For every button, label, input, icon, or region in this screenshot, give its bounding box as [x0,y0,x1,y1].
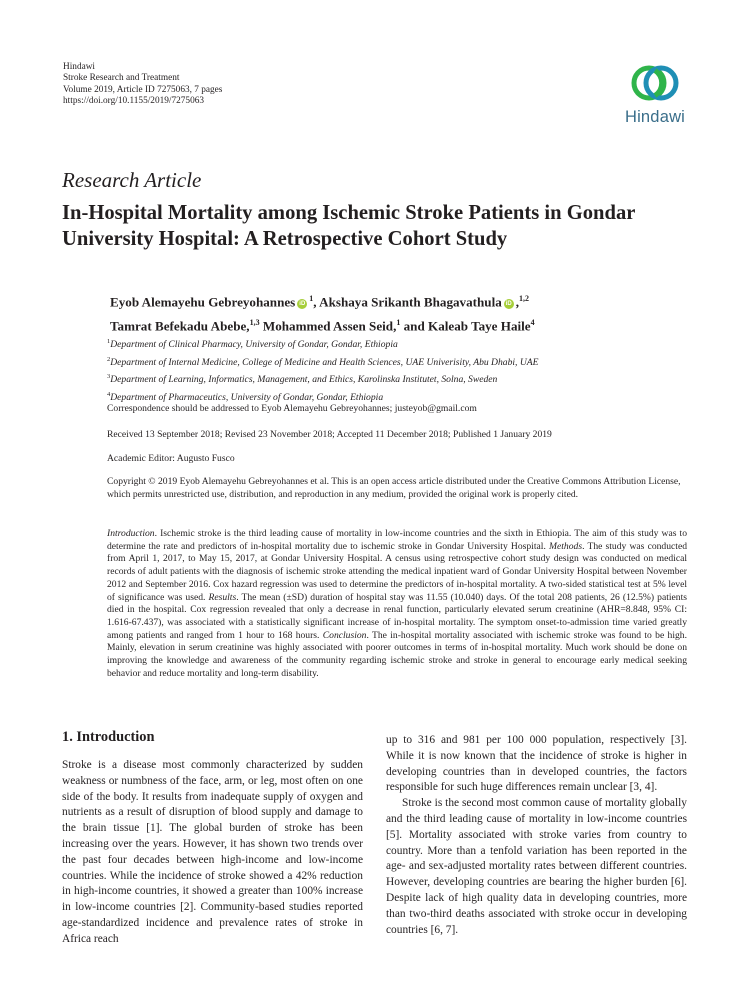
abstract-label: Results [208,591,237,603]
abstract-text: . The in-hospital mortality associated with ischemic stroke was found to be high. Mainly, elevation in serum creatinine was highly associated with poorer outcomes in terms of in-hospital mortality. Much work should be done on improving the knowledge and awareness of the community regarding ischemic stroke and stroke in general to encourage early medical seeking behavior and reduce mortality and long-term disability. [107,629,687,679]
copyright-notice: Copyright © 2019 Eyob Alemayehu Gebreyohannes et al. This is an open access article distributed under the Creative Commons Attribution License, which permits unrestricted use, distribution, and reproduction in any medium, provided the original work is properly cited. [107,476,681,501]
abstract-text: . The mean (±SD) duration of hospital stay was 11.55 (10.040) days. Of the total 208 patients, 26 (12.5%) patients died in the hospital. Cox regression revealed that only a decrease in renal function, particularly elevated serum creatinine (AHR=8.848, 95% CI: 1.616-67.437), was associated with a statistically significant increase of in-hospital mortality. The symptom onset-to-admission time varied greatly among patients and ranged from 1 hour to 168 hours. [107,591,687,641]
author-affiliation: 4 [530,318,535,328]
author-affiliation: 1,3 [249,318,260,328]
affiliation-text: Department of Learning, Informatics, Management, and Ethics, Karolinska Institutet, Solna, Sweden [110,374,498,386]
body-paragraph: up to 316 and 981 per 100 000 population, respectively [3]. While it is now known that the incidence of stroke is higher in developing countries than in developed countries, the factors responsible for such huge differences remain unclear [3, 4]. [386,734,687,794]
affiliation-list [107,335,707,406]
affiliation-number: 3 [107,373,111,381]
author-affiliation: 1 [396,318,401,328]
author-name[interactable]: Mohammed Assen Seid, [262,318,397,334]
affiliation-text: Department of Internal Medicine, College of Medicine and Health Sciences, UAE Univerisity, Abu Dhabi, UAE [110,356,539,368]
author-affiliation: 1,2 [519,294,530,303]
author-affiliation: 1 [309,294,314,303]
article-title: In-Hospital Mortality among Ischemic Stroke Patients in Gondar University Hospital: A Retrospective Cohort Study [62,202,636,250]
author-list: Eyob Alemayehu Gebreyohannes $iD^1$, Akshaya Srikanth Bhagavathula iD ,$^{1,2}$ Tamrat Befekadu Abebe,$^{1,3}$ Mohammed Assen Seid,$^1$ and Kaleab Taye Haile$^4$ [110,294,535,334]
abstract-text: . Ischemic stroke is the third leading cause of mortality in low-income countries and the sixth in Ethiopia. The aim of this study was to determine the rate and predictors of in-hospital mortality due to ischemic stroke in Gondar University Hospital. [107,528,687,552]
journal-info [63,62,222,107]
abstract-label: Introduction [107,528,155,539]
right-column [386,733,687,938]
affiliation-item [107,353,707,371]
author-name[interactable]: Eyob Alemayehu Gebreyohannes [110,294,296,310]
abstract-text: . The study was conducted from April 1, 2017, to May 15, 2017, at Gondar University Hospital. A census using retrospective cohort study design was conducted on medical records of adult patients with the diagnosis of ischemic stroke attending the medical inpatient ward of Gondar University Hospital between November 2012 and September 2016. Cox hazard regression was used to determine the predictors of in-hospital mortality. A two-sided statistical test at 5% level of significance was used. [107,540,687,603]
affiliation-item [107,335,707,353]
abstract-label: Methods [549,540,583,552]
logo-text: Hindawi [624,108,686,126]
publisher-name: Hindawi [63,62,96,72]
affiliation-text: Department of Pharmaceutics, University of Gondar, Gondar, Ethiopia [110,392,384,404]
affiliation-text: Department of Clinical Pharmacy, University of Gondar, Gondar, Ethiopia [110,339,398,351]
affiliation-item [107,370,707,388]
affiliation-number: 1 [107,338,111,345]
author-name[interactable]: Tamrat Befekadu Abebe, [110,318,250,334]
left-column [62,728,363,948]
orcid-icon[interactable]: iD [299,301,306,308]
author-separator: and [400,318,429,334]
article-type: Research Article [62,168,202,192]
doi-link[interactable]: https://doi.org/10.1155/2019/7275063 [63,95,205,106]
body-paragraph: Stroke is the second most common cause of mortality globally and the third leading cause of mortality in low-income countries [5]. Mortality associated with stroke varies from country to country. More than a tenfold variation has been reported in the age- and sex-adjusted mortality rates between different countries. However, developing countries are bearing the higher burden [6]. Despite lack of high quality data in developing countries, more than two-third deaths associated with stroke occur in developing countries [6, 7]. [386,797,687,936]
abstract [107,528,687,680]
abstract-label: Conclusion [322,629,367,641]
hindawi-logo-icon [630,60,680,106]
section-heading: 1. Introduction [62,729,155,745]
journal-name: Stroke Research and Treatment [63,73,180,84]
publication-dates: Received 13 September 2018; Revised 23 November 2018; Accepted 11 December 2018; Published 1 January 2019 [107,429,552,440]
author-separator: , [313,294,320,310]
hindawi-logo [618,60,692,136]
orcid-icon[interactable]: iD [505,301,512,308]
affiliation-number: 2 [107,355,111,363]
correspondence: Correspondence should be addressed to Eyob Alemayehu Gebreyohannes; justeyob@gmail.com [107,403,477,414]
academic-editor: Academic Editor: Augusto Fusco [107,453,235,464]
author-name[interactable]: Kaleab Taye Haile [428,318,531,334]
volume-line: Volume 2019, Article ID 7275063, 7 pages [63,84,223,95]
author-name[interactable]: Akshaya Srikanth Bhagavathula [319,294,502,310]
body-paragraph: Stroke is a disease most commonly characterized by sudden weakness or numbness of the face, arm, or leg, most often on one side of the body. It results from inadequate supply of oxygen and nutrients as a result of disruption of blood supply and damage to the brain tissue [1]. The global burden of stroke has been increasing over the years. However, it has shown two trends over the past four decades between high-income and low-income countries. While the incidence of stroke showed a 42% reduction in high-income countries, it showed a greater than 100% increase in low-income countries [2]. Community-based studies reported age-standardized incidence and prevalence rates of stroke in Africa reach [62,759,363,945]
affiliation-number: 4 [107,391,111,399]
